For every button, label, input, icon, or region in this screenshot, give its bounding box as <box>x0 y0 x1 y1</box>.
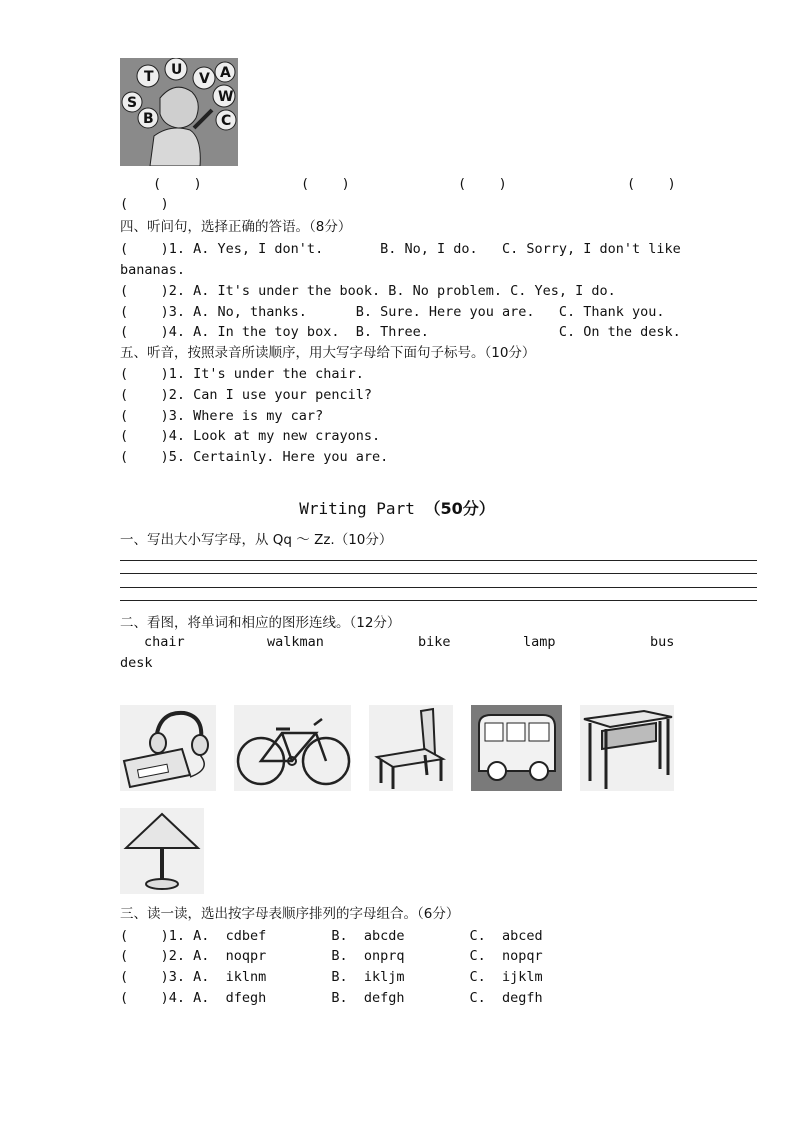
answer-blank[interactable]: ( ) <box>627 176 676 192</box>
writing-2-heading: 二、看图，将单词和相应的图形连线。（12分） <box>120 615 401 631</box>
bus-picture[interactable] <box>471 705 562 791</box>
sec5-item: ( )2. Can I use your pencil? <box>120 387 372 403</box>
board-letter-t: T <box>144 69 154 85</box>
writing-title-text: Writing Part <box>299 499 415 518</box>
word-lamp[interactable]: lamp <box>523 634 556 650</box>
board-letter-v: V <box>199 71 210 87</box>
board-letter-w: W <box>218 89 234 105</box>
board-letter-a: A <box>220 65 231 81</box>
word-bus[interactable]: bus <box>650 634 675 650</box>
section-5-heading: 五、听音，按照录音所读顺序，用大写字母给下面句子标号。（10分） <box>120 345 536 361</box>
writing-score: （50分） <box>424 499 495 518</box>
board-letter-s: S <box>127 95 138 111</box>
sec4-question-3: ( )3. A. No, thanks. B. Sure. Here you are. C. Thank you. <box>120 304 665 320</box>
word-desk[interactable]: desk <box>120 655 153 671</box>
sec5-item: ( )5. Certainly. Here you are. <box>120 449 389 465</box>
word-walkman[interactable]: walkman <box>267 634 324 650</box>
writing-3-heading: 三、读一读，选出按字母表顺序排列的字母组合。（6分） <box>120 906 460 922</box>
letters-board-picture <box>120 58 238 166</box>
writing-line[interactable] <box>120 600 757 601</box>
writing-line[interactable] <box>120 587 757 588</box>
answer-blank[interactable]: ( ) <box>120 196 169 212</box>
sec4-question-1-wrap: bananas. <box>120 262 186 278</box>
writing-line[interactable] <box>120 560 757 561</box>
answer-blank[interactable]: ( ) <box>153 176 202 192</box>
w3-item: ( )2. A. noqpr B. onprq C. nopqr <box>120 948 543 964</box>
writing-line[interactable] <box>120 573 757 574</box>
chair-picture[interactable] <box>369 705 453 791</box>
w3-item: ( )1. A. cdbef B. abcde C. abced <box>120 928 543 944</box>
bike-picture[interactable] <box>234 705 351 791</box>
writing-part-title <box>0 498 794 520</box>
writing-1-heading: 一、写出大小写字母，从 Qq ～ Zz.（10分） <box>120 532 393 548</box>
answer-blank[interactable]: ( ) <box>301 176 350 192</box>
sec5-item: ( )1. It's under the chair. <box>120 366 364 382</box>
answer-blank[interactable]: ( ) <box>458 176 507 192</box>
word-bike[interactable]: bike <box>418 634 451 650</box>
sec4-question-4: ( )4. A. In the toy box. B. Three. C. On the desk. <box>120 324 681 340</box>
desk-picture[interactable] <box>580 705 674 791</box>
board-letter-b: B <box>143 111 154 127</box>
section-4-heading: 四、听问句，选择正确的答语。（8分） <box>120 219 352 235</box>
sec5-item: ( )4. Look at my new crayons. <box>120 428 381 444</box>
word-chair[interactable]: chair <box>144 634 185 650</box>
sec4-question-1: ( )1. A. Yes, I don't. B. No, I do. C. Sorry, I don't like <box>120 241 681 257</box>
lamp-picture[interactable] <box>120 808 204 894</box>
board-letter-u: U <box>171 62 183 78</box>
sec4-question-2: ( )2. A. It's under the book. B. No problem. C. Yes, I do. <box>120 283 616 299</box>
sec5-item: ( )3. Where is my car? <box>120 408 324 424</box>
w3-item: ( )3. A. iklnm B. ikljm C. ijklm <box>120 969 543 985</box>
walkman-picture[interactable] <box>120 705 216 791</box>
w3-item: ( )4. A. dfegh B. defgh C. degfh <box>120 990 543 1006</box>
board-letter-c: C <box>221 113 232 129</box>
